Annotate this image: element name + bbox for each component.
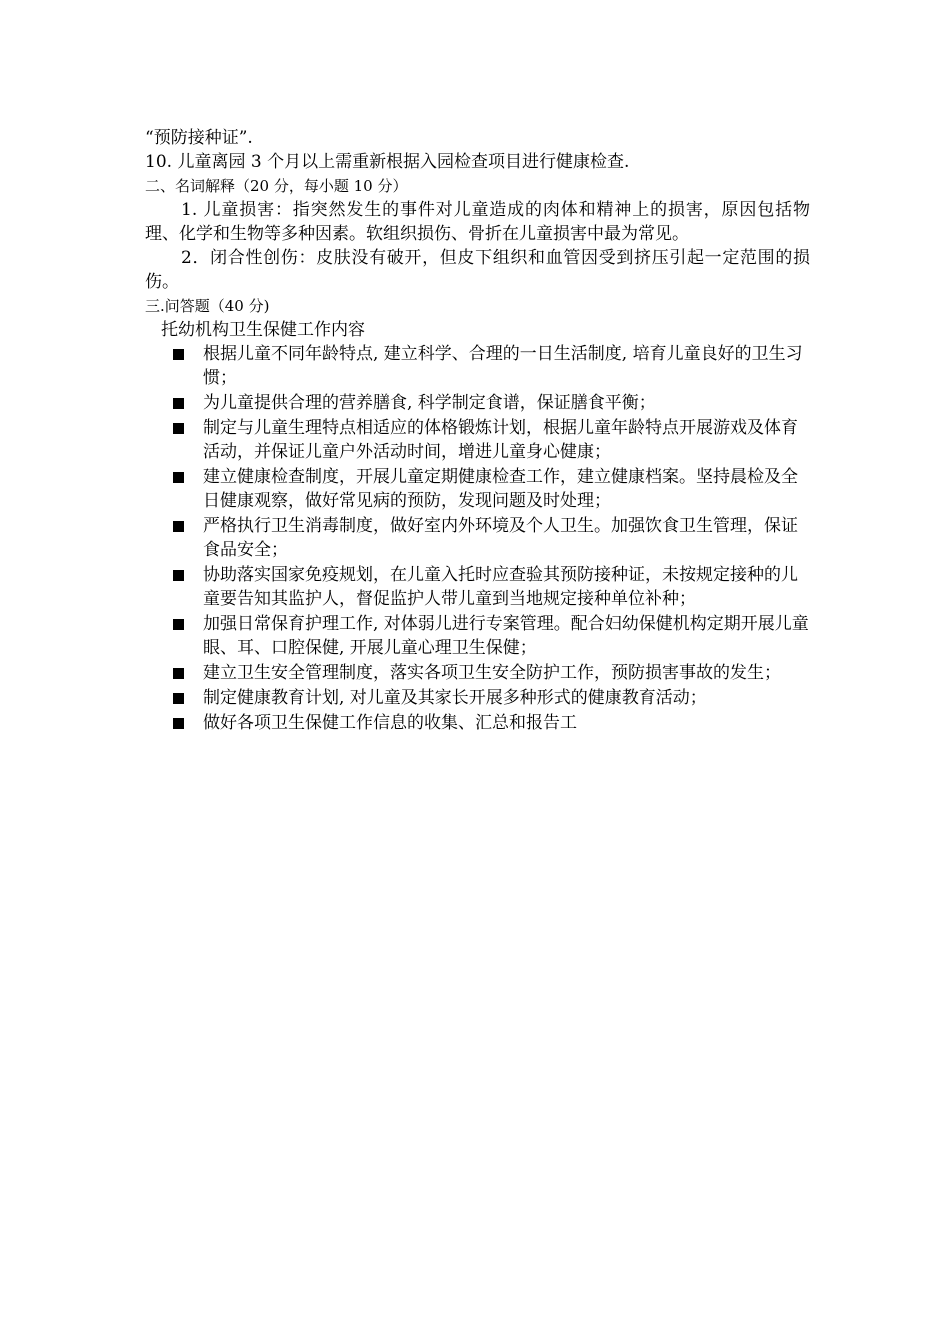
definition-closed-wound: 2．闭合性创伤：皮肤没有破开，但皮下组织和血管因受到挤压引起一定范围的损伤。 xyxy=(145,248,810,292)
intro-line-vaccination-cert: “预防接种证”. xyxy=(145,128,253,148)
square-bullet-icon xyxy=(173,570,184,581)
list-item xyxy=(145,465,810,513)
list-item-text: 制定健康教育计划, 对儿童及其家长开展多种形式的健康教育活动； xyxy=(203,688,707,708)
section-3-heading: 三.问答题（40 分) xyxy=(145,297,270,315)
list-item-text: 加强日常保育护理工作, 对体弱儿进行专案管理。配合妇幼保健机构定期开展儿童眼、耳、口腔保健, 开展儿童心理卫生保健； xyxy=(203,614,809,658)
list-item-text: 协助落实国家免疫规划，在儿童入托时应查验其预防接种证，未按规定接种的儿童要告知其监护人，督促监护人带儿童到当地规定接种单位补种； xyxy=(203,565,798,609)
list-item-text: 建立健康检查制度，开展儿童定期健康检查工作，建立健康档案。坚持晨检及全日健康观察，做好常见病的预防，发现问题及时处理； xyxy=(203,467,798,511)
list-item-text: 制定与儿童生理特点相适应的体格锻炼计划，根据儿童年龄特点开展游戏及体育活动，并保证儿童户外活动时间，增进儿童身心健康； xyxy=(203,418,798,462)
square-bullet-icon xyxy=(173,472,184,483)
intro-line-item-10: 10. 儿童离园 3 个月以上需重新根据入园检查项目进行健康检查. xyxy=(145,152,630,172)
list-item xyxy=(145,612,810,660)
square-bullet-icon xyxy=(173,718,184,729)
square-bullet-icon xyxy=(173,693,184,704)
list-item-text: 为儿童提供合理的营养膳食, 科学制定食谱，保证膳食平衡； xyxy=(203,393,656,413)
list-item xyxy=(145,661,810,685)
section-3-subtitle: 托幼机构卫生保健工作内容 xyxy=(161,320,365,340)
list-item xyxy=(145,342,810,390)
list-item-text: 建立卫生安全管理制度，落实各项卫生安全防护工作，预防损害事故的发生； xyxy=(203,663,781,683)
square-bullet-icon xyxy=(173,423,184,434)
list-item xyxy=(145,391,810,415)
list-item xyxy=(145,416,810,464)
square-bullet-icon xyxy=(173,398,184,409)
list-item xyxy=(145,514,810,562)
list-item xyxy=(145,686,810,710)
list-item-text: 严格执行卫生消毒制度，做好室内外环境及个人卫生。加强饮食卫生管理，保证食品安全； xyxy=(203,516,798,560)
square-bullet-icon xyxy=(173,619,184,630)
section-2-heading: 二、名词解释（20 分，每小题 10 分） xyxy=(145,177,408,195)
square-bullet-icon xyxy=(173,668,184,679)
square-bullet-icon xyxy=(173,349,184,360)
list-item-text: 做好各项卫生保健工作信息的收集、汇总和报告工 xyxy=(203,713,577,733)
square-bullet-icon xyxy=(173,521,184,532)
list-item xyxy=(145,563,810,611)
document-body xyxy=(145,126,810,736)
list-item xyxy=(145,711,810,735)
list-item-text: 根据儿童不同年龄特点, 建立科学、合理的一日生活制度, 培育儿童良好的卫生习惯； xyxy=(203,344,803,388)
work-content-list xyxy=(145,342,810,735)
definition-child-injury: 1. 儿童损害：指突然发生的事件对儿童造成的肉体和精神上的损害，原因包括物理、化学和生物等多种因素。软组织损伤、骨折在儿童损害中最为常见。 xyxy=(145,200,810,244)
